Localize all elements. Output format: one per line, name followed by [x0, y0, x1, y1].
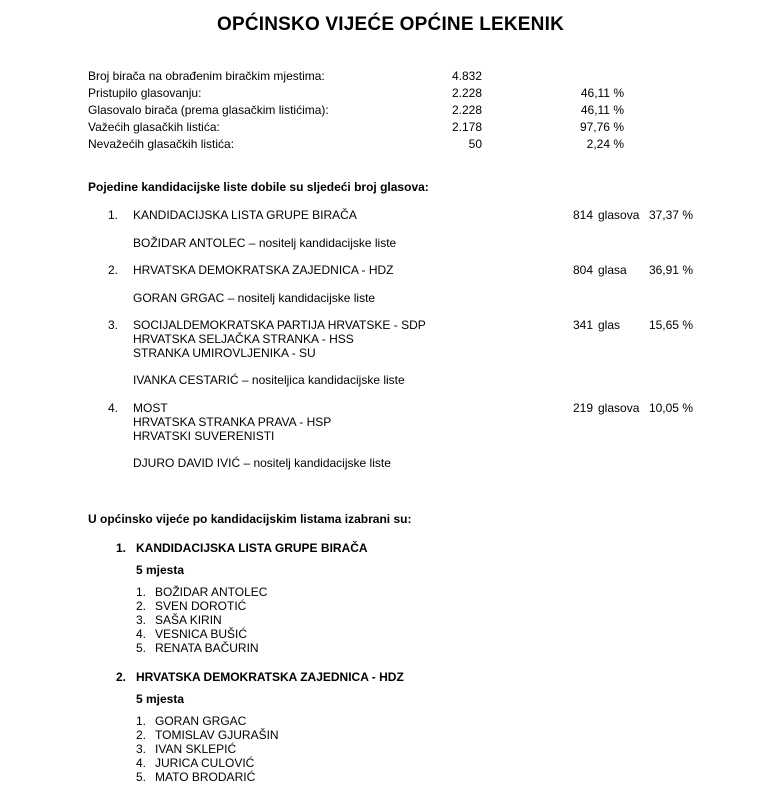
- member-number: 4.: [136, 756, 147, 770]
- elected-list-name: HRVATSKA DEMOKRATSKA ZAJEDNICA - HDZ: [136, 670, 404, 684]
- member-number: 1.: [136, 714, 147, 728]
- party-name: HRVATSKA STRANKA PRAVA - HSP: [133, 415, 332, 429]
- list-number: 4.: [108, 401, 119, 415]
- party-name: HRVATSKA DEMOKRATSKA ZAJEDNICA - HDZ: [133, 263, 394, 277]
- lists-heading: Pojedine kandidacijske liste dobile su sljedeći broj glasova:: [88, 180, 429, 194]
- member-number: 4.: [136, 627, 147, 641]
- member-name: JURICA CULOVIĆ: [155, 756, 255, 770]
- party-name: KANDIDACIJSKA LISTA GRUPE BIRAČA: [133, 208, 357, 222]
- vote-count: 341: [572, 318, 593, 332]
- member-number: 5.: [136, 770, 147, 784]
- stat-label: Pristupilo glasovanju:: [88, 86, 202, 100]
- member-number: 3.: [136, 613, 147, 627]
- vote-unit: glasova: [598, 208, 640, 222]
- member-number: 5.: [136, 641, 147, 655]
- page-title: OPĆINSKO VIJEĆE OPĆINE LEKENIK: [216, 14, 564, 35]
- vote-percent: 37,37 %: [648, 208, 693, 222]
- stat-value: 2.228: [451, 103, 482, 117]
- vote-unit: glasova: [598, 401, 640, 415]
- member-name: MATO BRODARIĆ: [155, 770, 256, 784]
- member-name: VESNICA BUŠIĆ: [155, 627, 248, 641]
- elected-list-number: 1.: [116, 541, 127, 555]
- member-name: BOŽIDAR ANTOLEC: [155, 585, 268, 599]
- member-name: RENATA BAČURIN: [155, 641, 259, 655]
- party-name: STRANKA UMIROVLJENIKA - SU: [133, 346, 316, 360]
- member-name: IVAN SKLEPIĆ: [155, 742, 237, 756]
- stat-value: 2.228: [451, 86, 482, 100]
- stat-percent: 46,11 %: [580, 103, 624, 117]
- elected-list-name: KANDIDACIJSKA LISTA GRUPE BIRAČA: [136, 541, 368, 555]
- list-holder: IVANKA CESTARIĆ – nositeljica kandidacijske liste: [133, 373, 405, 387]
- vote-unit: glasa: [598, 263, 627, 277]
- seat-count: 5 mjesta: [136, 692, 185, 706]
- member-name: GORAN GRGAC: [155, 714, 247, 728]
- seat-count: 5 mjesta: [136, 563, 185, 577]
- vote-count: 814: [572, 208, 593, 222]
- stat-label: Važećih glasačkih listića:: [88, 120, 220, 134]
- elected-list-number: 2.: [116, 670, 127, 684]
- stat-value: 2.178: [451, 120, 482, 134]
- stat-label: Nevažećih glasačkih listića:: [88, 137, 235, 151]
- stat-label: Broj birača na obrađenim biračkim mjestima:: [88, 69, 325, 83]
- list-number: 3.: [108, 318, 119, 332]
- party-name: SOCIJALDEMOKRATSKA PARTIJA HRVATSKE - SDP: [133, 318, 426, 332]
- vote-unit: glas: [598, 318, 621, 332]
- party-name: MOST: [133, 401, 168, 415]
- member-number: 1.: [136, 585, 147, 599]
- member-name: SAŠA KIRIN: [155, 613, 222, 627]
- vote-percent: 36,91 %: [648, 263, 693, 277]
- stat-value: 50: [468, 137, 482, 151]
- member-number: 2.: [136, 599, 147, 613]
- vote-count: 219: [572, 401, 593, 415]
- vote-percent: 15,65 %: [648, 318, 693, 332]
- stat-label: Glasovalo birača (prema glasačkim listićima):: [88, 103, 329, 117]
- list-number: 1.: [108, 208, 119, 222]
- member-number: 2.: [136, 728, 147, 742]
- list-holder: BOŽIDAR ANTOLEC – nositelj kandidacijske liste: [133, 236, 397, 250]
- party-name: HRVATSKI SUVERENISTI: [133, 429, 275, 443]
- stat-percent: 97,76 %: [579, 120, 624, 134]
- vote-percent: 10,05 %: [648, 401, 693, 415]
- stat-percent: 2,24 %: [586, 137, 624, 151]
- member-name: TOMISLAV GJURAŠIN: [155, 728, 279, 742]
- elected-heading: U općinsko vijeće po kandidacijskim listama izabrani su:: [88, 512, 412, 526]
- list-holder: GORAN GRGAC – nositelj kandidacijske liste: [133, 291, 376, 305]
- member-number: 3.: [136, 742, 147, 756]
- vote-count: 804: [572, 263, 593, 277]
- list-number: 2.: [108, 263, 119, 277]
- party-name: HRVATSKA SELJAČKA STRANKA - HSS: [133, 332, 354, 346]
- member-name: SVEN DOROTIĆ: [155, 599, 247, 613]
- stat-value: 4.832: [451, 69, 482, 83]
- stat-percent: 46,11 %: [580, 86, 624, 100]
- list-holder: DJURO DAVID IVIĆ – nositelj kandidacijske liste: [133, 456, 391, 470]
